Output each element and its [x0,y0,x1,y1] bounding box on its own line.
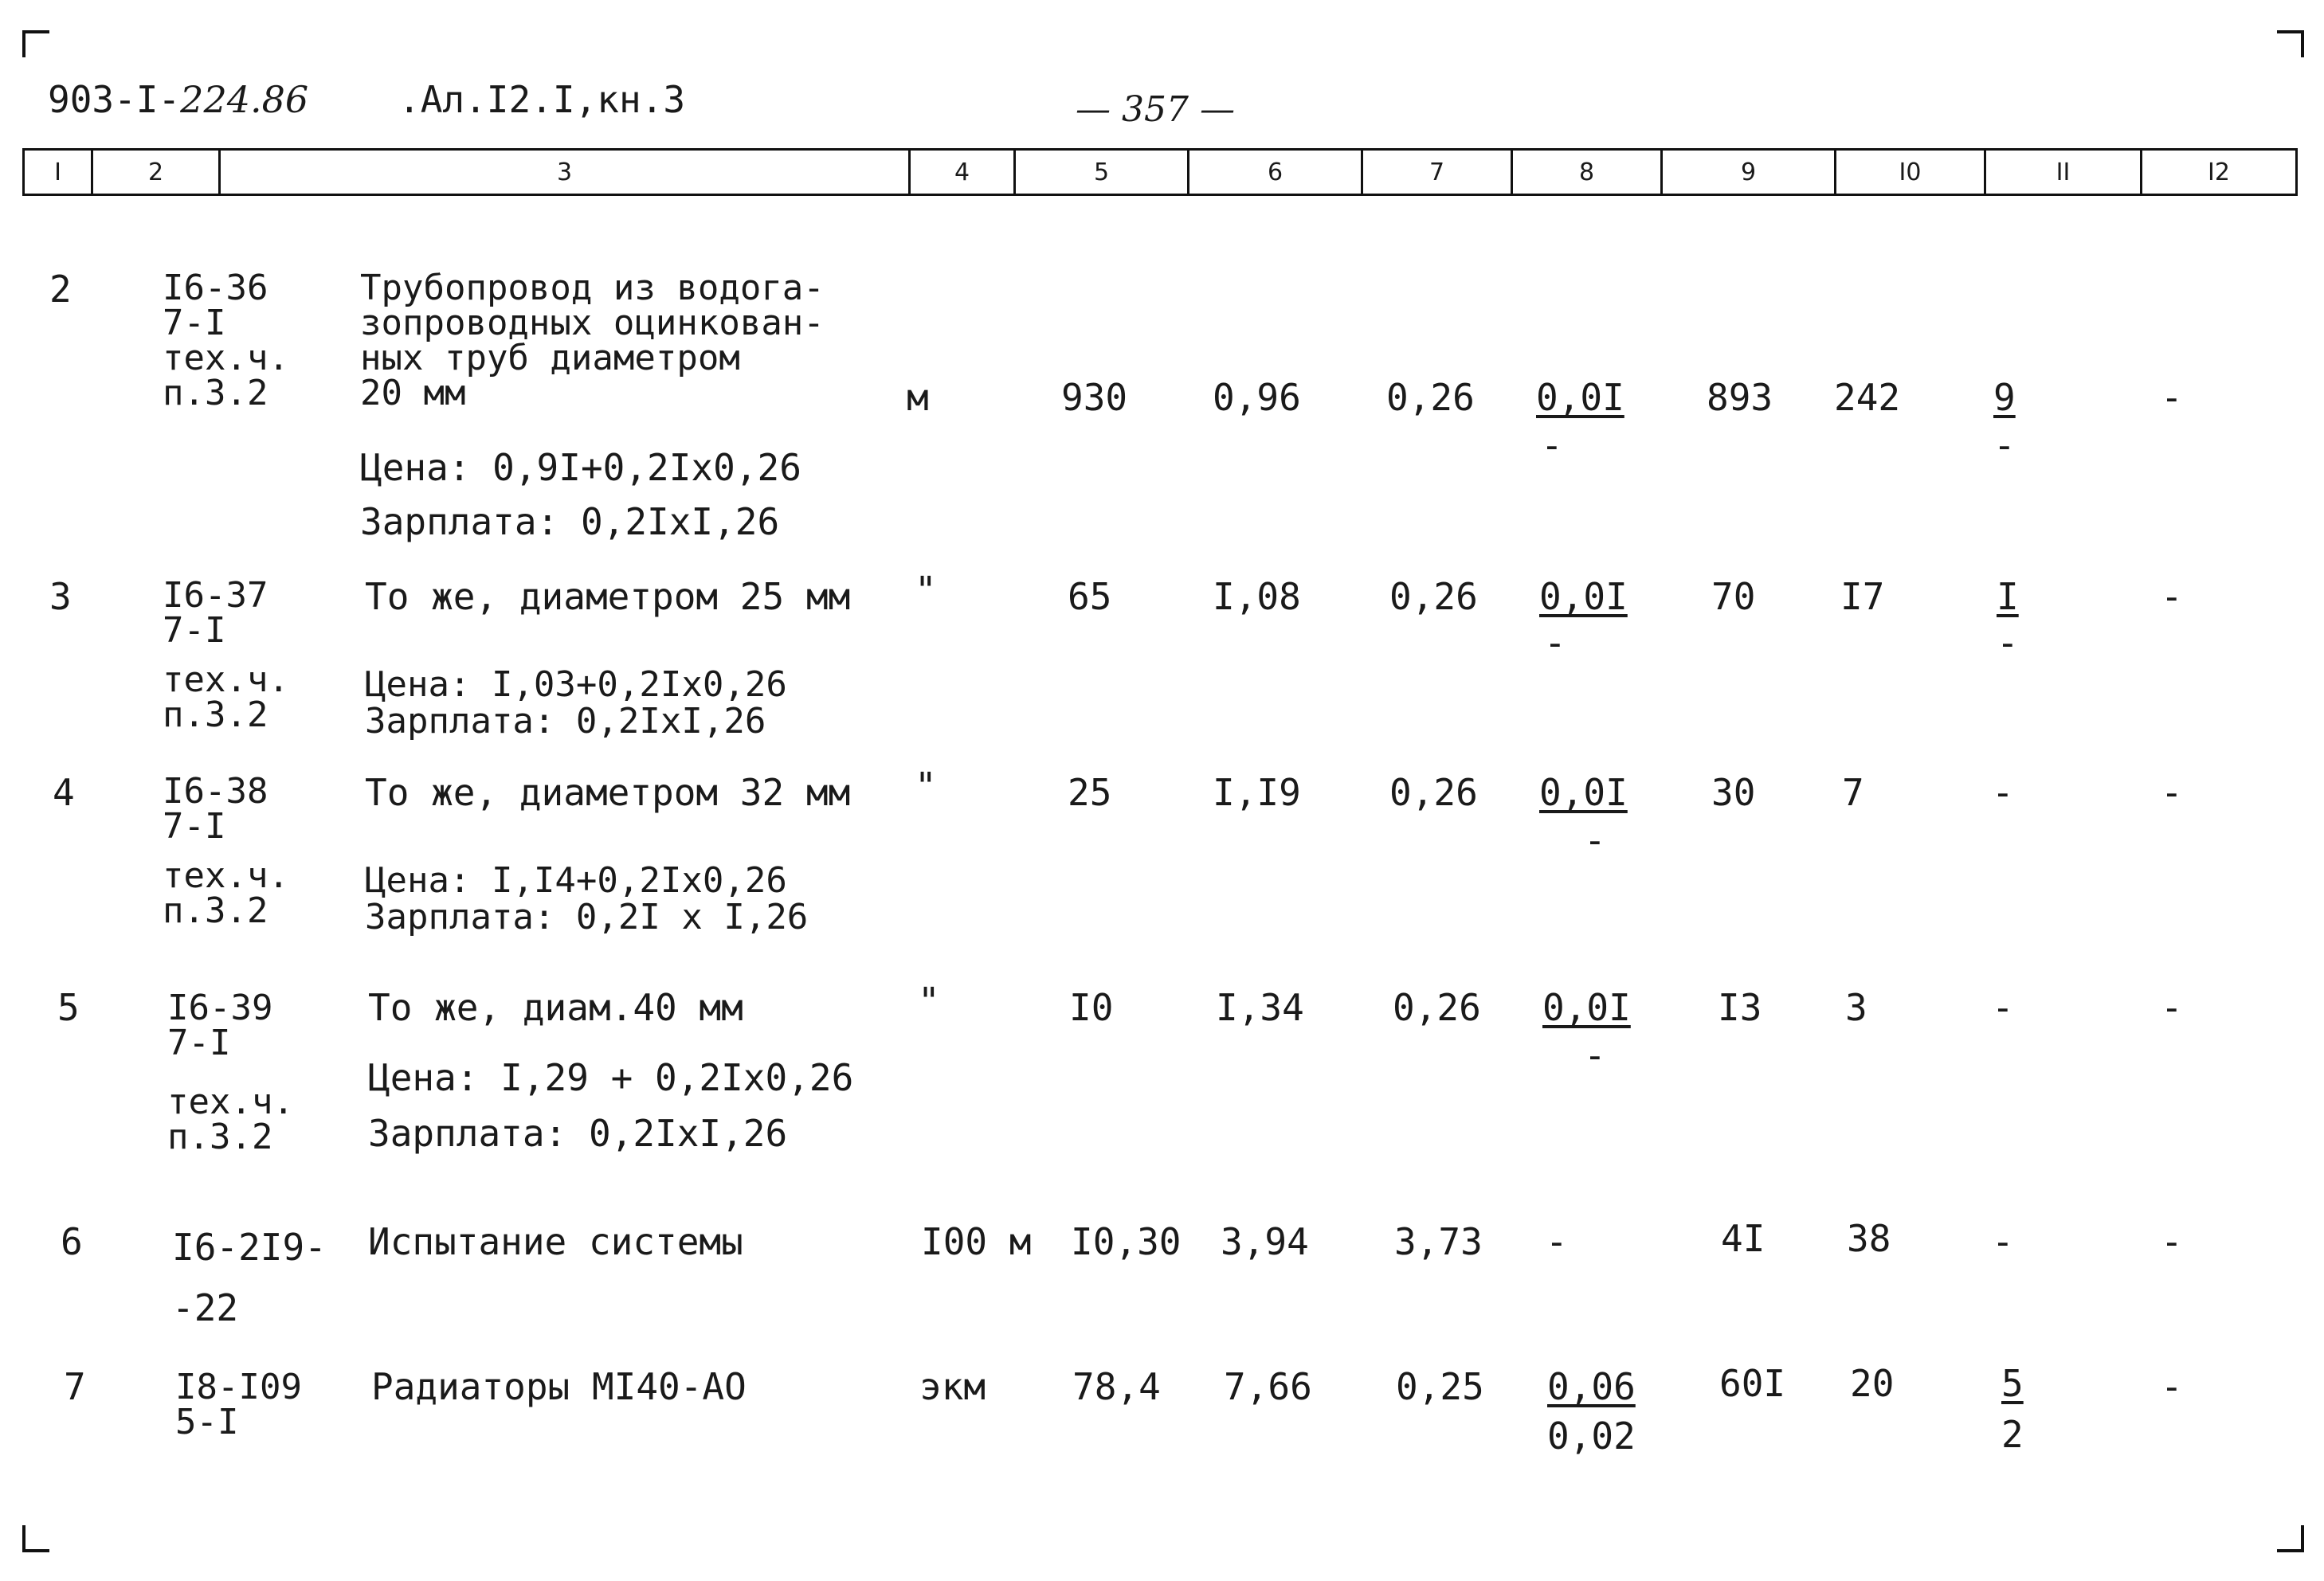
description-line: зопроводных оцинкован- [360,303,825,343]
norm-code-line: п.3.2 [163,373,268,413]
column-7-value: 0,26 [1389,771,1478,814]
norm-code-line: п.3.2 [163,890,268,931]
document-code [48,78,308,121]
norm-code-line: 5-I [175,1402,239,1442]
column-10-value: 20 [1850,1362,1895,1405]
column-12-value: - [2161,376,2183,419]
price-formula: Цена: I,I4+0,2Ix0,26 [365,860,787,901]
norm-code-line: тех.ч. [163,659,289,700]
wage-formula: Зарплата: 0,2IxI,26 [368,1112,788,1155]
document-code-handwritten: 224.86 [180,78,309,121]
column-11-bottom-value: - [1993,424,2016,467]
column-12-value: - [2161,1220,2183,1263]
norm-code [172,1217,327,1338]
norm-code-line: I6-38 [163,771,268,812]
unit: " [918,980,940,1023]
column-8-bottom-value: - [1541,424,1563,467]
column-8-value: - [1546,1220,1568,1263]
column-header-10: I0 [1836,151,1986,194]
column-6-value: 7,66 [1224,1365,1312,1408]
unit: " [915,765,937,808]
row-number: 7 [64,1365,86,1408]
column-10-value: 7 [1842,771,1864,814]
norm-code-line: 7-I [163,303,226,343]
norm-code-line: I6-2I9- [172,1226,327,1269]
column-8-bottom-value: - [1544,621,1566,664]
description-line: 20 мм [360,373,466,413]
column-9-value: 60I [1719,1362,1786,1405]
norm-code-line: тех.ч. [167,1082,294,1122]
norm-code-line: п.3.2 [167,1117,273,1157]
column-header-row [22,148,2298,196]
unit: м [907,376,929,419]
column-6-value: I,34 [1216,986,1304,1029]
work-description [360,268,825,413]
column-header-3: 3 [221,151,911,194]
column-9-value: 30 [1711,771,1756,814]
price-formula: Цена: I,29 + 0,2Ix0,26 [368,1056,854,1099]
column-9-value: 4I [1721,1217,1766,1260]
column-12-value: - [2161,986,2183,1029]
column-11-bottom-value: 2 [2001,1413,2024,1456]
column-header-9: 9 [1663,151,1836,194]
unit: экм [919,1365,986,1408]
norm-code-line: 7-I [163,806,226,847]
row-number: 6 [61,1220,83,1263]
column-6-value: 0,96 [1213,376,1301,419]
column-11-value: - [1992,1220,2014,1263]
corner-mark-bottom-left [22,1525,49,1552]
norm-code [163,575,289,735]
unit: " [915,569,937,612]
column-6-value: I,08 [1213,575,1301,618]
column-10-value: I7 [1840,575,1885,618]
work-description: То же, диам.40 мм [368,986,743,1029]
wage-formula: Зарплата: 0,2IxI,26 [365,701,766,742]
price-formula: Цена: 0,9I+0,2Ix0,26 [360,446,801,489]
norm-code-line: тех.ч. [163,338,289,378]
quantity: 930 [1061,376,1128,419]
description-line: ных труб диаметром [360,338,740,378]
corner-mark-top-right [2277,30,2304,57]
column-header-1: I [25,151,93,194]
column-header-7: 7 [1363,151,1513,194]
page-number: — 357 — [1076,89,1235,130]
norm-code [167,988,294,1157]
column-header-4: 4 [911,151,1016,194]
column-header-5: 5 [1016,151,1189,194]
column-7-value: 0,26 [1389,575,1478,618]
column-10-value: 3 [1845,986,1867,1029]
column-10-value: 38 [1847,1217,1891,1260]
column-11-top-value: 5 [2001,1362,2024,1405]
column-7-value: 3,73 [1394,1220,1483,1263]
column-9-value: 893 [1707,376,1773,419]
wage-formula: Зарплата: 0,2I x I,26 [365,897,809,937]
column-8-top-value: 0,06 [1547,1365,1636,1408]
column-7-value: 0,25 [1396,1365,1484,1408]
work-description: Испытание системы [368,1220,743,1263]
quantity: 78,4 [1072,1365,1161,1408]
column-12-value: - [2161,1365,2183,1408]
column-header-6: 6 [1189,151,1363,194]
norm-code-line: I6-36 [163,268,268,308]
quantity: I0 [1069,986,1114,1029]
column-header-12: I2 [2208,158,2230,186]
column-8-top-value: 0,0I [1542,986,1631,1029]
norm-code-line: I6-37 [163,575,268,616]
norm-code-line: 7-I [163,610,226,651]
row-number: 4 [53,771,75,814]
row-number: 5 [57,986,80,1029]
norm-code [163,268,289,413]
column-7-value: 0,26 [1393,986,1481,1029]
column-11-top-value: I [1997,575,2019,618]
document-code-prefix: 903-I- [48,78,181,121]
column-header-8: 8 [1513,151,1663,194]
column-header-11: II [1986,151,2142,194]
norm-code-line: I8-I09 [175,1367,302,1407]
column-10-value: 242 [1834,376,1901,419]
column-8-bottom-value: - [1584,819,1606,862]
column-9-value: I3 [1718,986,1762,1029]
norm-code-line: тех.ч. [163,855,289,896]
column-8-bottom-value: - [1584,1034,1606,1077]
column-8-top-value: 0,0I [1536,376,1624,419]
row-number: 3 [49,575,72,618]
column-12-value: - [2161,771,2183,814]
description-line: Трубопровод из водога- [360,268,825,308]
price-formula: Цена: I,03+0,2Ix0,26 [365,664,787,705]
column-12-value: - [2161,575,2183,618]
unit: I00 м [921,1220,1032,1263]
corner-mark-top-left [22,30,49,57]
column-9-value: 70 [1711,575,1756,618]
album-reference: .Ал.I2.I,кн.3 [398,78,686,121]
norm-code-line: п.3.2 [163,695,268,735]
column-6-value: I,I9 [1213,771,1301,814]
column-11-top-value: 9 [1993,376,2016,419]
work-description: Радиаторы МI40-АО [371,1365,747,1408]
work-description: То же, диаметром 32 мм [365,771,851,814]
column-8-top-value: 0,0I [1539,771,1628,814]
quantity: 65 [1068,575,1112,618]
norm-code [163,771,289,931]
column-11-value: - [1992,771,2014,814]
row-number: 2 [49,268,72,311]
norm-code-line: I6-39 [167,988,273,1028]
norm-code-line: 7-I [167,1023,231,1063]
column-7-value: 0,26 [1386,376,1475,419]
quantity: 25 [1068,771,1112,814]
column-11-bottom-value: - [1997,621,2019,664]
column-6-value: 3,94 [1221,1220,1309,1263]
quantity: I0,30 [1071,1220,1182,1263]
column-8-bottom-value: 0,02 [1547,1415,1636,1458]
corner-mark-bottom-right [2277,1525,2304,1552]
wage-formula: Зарплата: 0,2IxI,26 [360,500,780,543]
norm-code-line: -22 [172,1286,239,1329]
work-description: То же, диаметром 25 мм [365,575,851,618]
column-8-top-value: 0,0I [1539,575,1628,618]
column-header-2: 2 [93,151,221,194]
column-11-value: - [1992,986,2014,1029]
norm-code [175,1367,302,1442]
